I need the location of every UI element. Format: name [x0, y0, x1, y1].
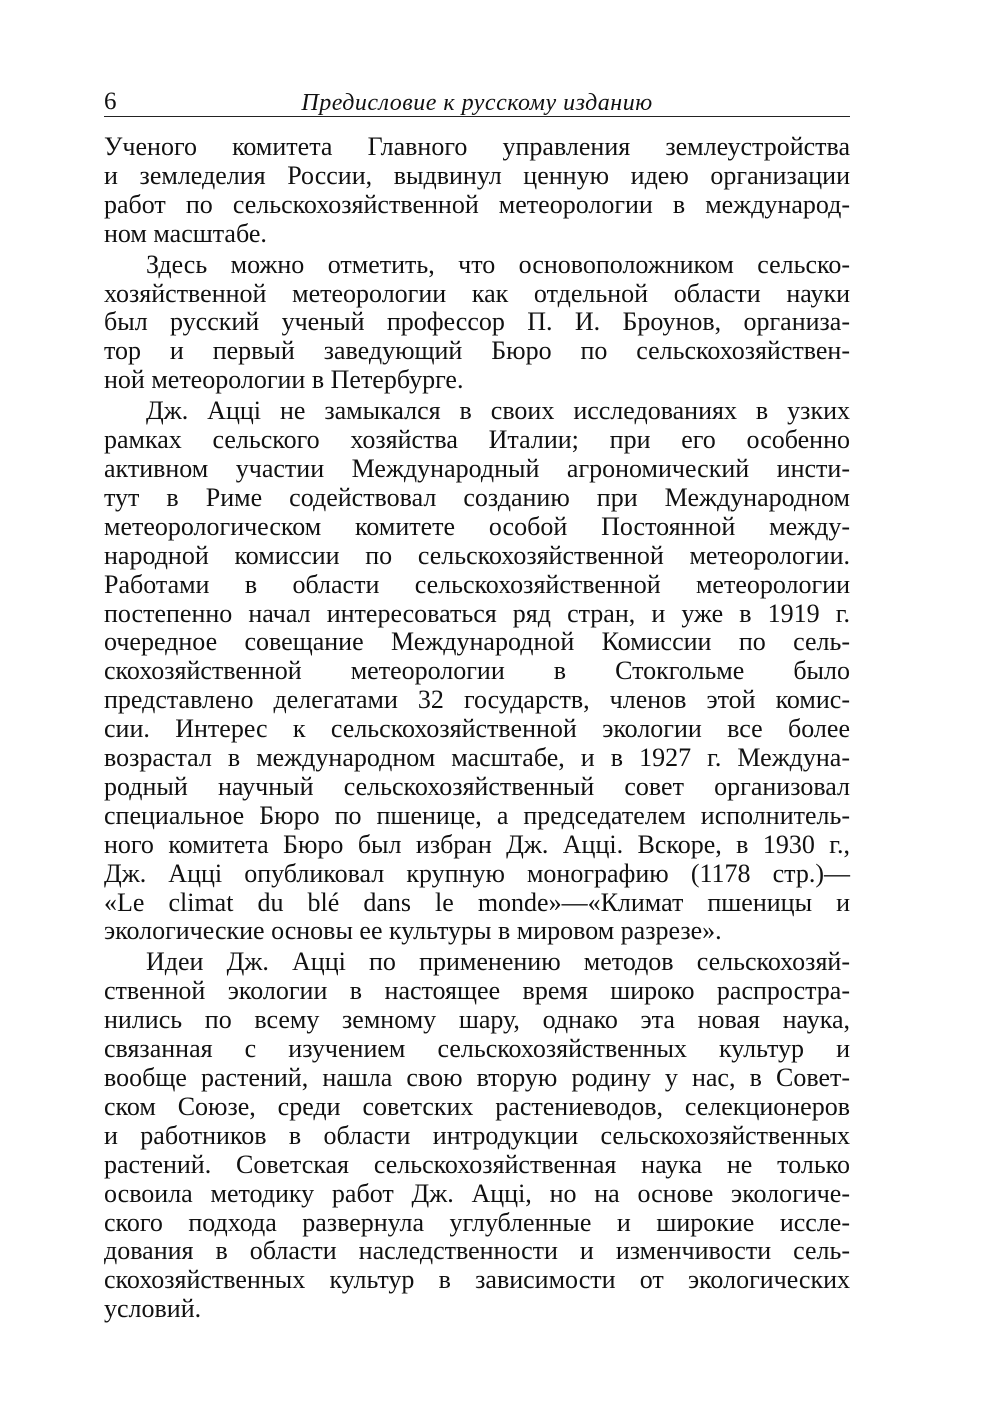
- text-line: народной комиссии по сельскохозяйственной метеорологии.: [104, 540, 850, 570]
- text-line: был русский ученый профессор П. И. Броунов, организа-: [104, 307, 850, 337]
- text-line: ском Союзе, среди советских растениеводов, селекционеров: [104, 1091, 850, 1121]
- text-line: метеорологическом комитете особой Постоянной между-: [104, 511, 850, 541]
- text-line: Работами в области сельскохозяйственной метеорологии: [104, 569, 850, 599]
- text-line: ном масштабе.: [104, 218, 267, 248]
- text-line: Здесь можно отметить, что основоположником сельско-: [146, 249, 850, 279]
- text-line: «Le climat du blé dans le monde»—«Климат пшеницы и: [104, 887, 850, 917]
- paragraph: [104, 251, 850, 396]
- text-line: очередное совещание Международной Комиссии по сель-: [104, 627, 850, 657]
- text-line: связанная с изучением сельскохозяйственных культур и: [104, 1034, 850, 1064]
- paragraph: [104, 133, 850, 249]
- text-line: Ученого комитета Главного управления землеустройства: [104, 132, 850, 161]
- text-line: рамках сельского хозяйства Италии; при его особенно: [104, 425, 850, 455]
- text-line: ной метеорологии в Петербурге.: [104, 365, 464, 395]
- running-title: Предисловие к русскому изданию: [301, 90, 653, 116]
- text-line: сии. Интерес к сельскохозяйственной экологии все более: [104, 714, 850, 744]
- text-line: экологические основы ее культуры в мировом разрезе».: [104, 916, 722, 946]
- text-line: Дж. Аццi опубликовал крупную монографию (1178 стр.)—: [104, 858, 850, 888]
- text-line: условий.: [104, 1294, 202, 1324]
- text-line: постепенно начал интересоваться ряд стран, и уже в 1919 г.: [104, 598, 850, 628]
- text-line: освоила методику работ Дж. Аццi, но на основе экологиче-: [104, 1178, 850, 1208]
- body-text: [104, 133, 850, 1324]
- text-line: Идеи Дж. Аццi по применению методов сельскохозяй-: [146, 947, 850, 977]
- text-line: скохозяйственной метеорологии в Стокгольме было: [104, 656, 850, 686]
- paragraph: [104, 397, 850, 946]
- text-line: представлено делегатами 32 государств, членов этой комис-: [104, 685, 850, 715]
- text-line: активном участии Международный агрономический инсти-: [104, 453, 850, 483]
- text-line: скохозяйственных культур в зависимости от экологических: [104, 1265, 850, 1295]
- text-line: тут в Риме содействовал созданию при Международном: [104, 482, 850, 512]
- text-line: ного комитета Бюро был избран Дж. Аццi. Вскоре, в 1930 г.,: [104, 829, 850, 859]
- text-line: работ по сельскохозяйственной метеорологии в международ-: [104, 189, 850, 219]
- text-line: растений. Советская сельскохозяйственная наука не только: [104, 1149, 850, 1179]
- text-line: и земледелия России, выдвинул ценную идею организации: [104, 160, 850, 190]
- text-line: дования в области наследственности и изменчивости сель-: [104, 1236, 850, 1266]
- text-line: нились по всему земному шару, однако эта новая наука,: [104, 1005, 850, 1035]
- text-line: родный научный сельскохозяйственный совет организовал: [104, 771, 850, 801]
- text-line: хозяйственной метеорологии как отдельной области науки: [104, 278, 850, 308]
- paragraph: [104, 948, 850, 1324]
- running-header: [104, 86, 850, 117]
- text-line: возрастал в международном масштабе, и в 1927 г. Междуна-: [104, 743, 850, 773]
- text-line: Дж. Аццi не замыкался в своих исследованиях в узких: [146, 396, 850, 426]
- page-number: 6: [104, 88, 117, 115]
- text-line: и работников в области интродукции сельскохозяйственных: [104, 1120, 850, 1150]
- text-line: вообще растений, нашла свою вторую родину у нас, в Совет-: [104, 1063, 850, 1092]
- text-line: специальное Бюро по пшенице, а председателем исполнитель-: [104, 800, 850, 830]
- book-page: [104, 86, 850, 1324]
- text-line: ского подхода развернула углубленные и широкие иссле-: [104, 1207, 850, 1237]
- text-line: тор и первый заведующий Бюро по сельскохозяйствен-: [104, 336, 850, 366]
- text-line: ственной экологии в настоящее время широко распростра-: [104, 976, 850, 1006]
